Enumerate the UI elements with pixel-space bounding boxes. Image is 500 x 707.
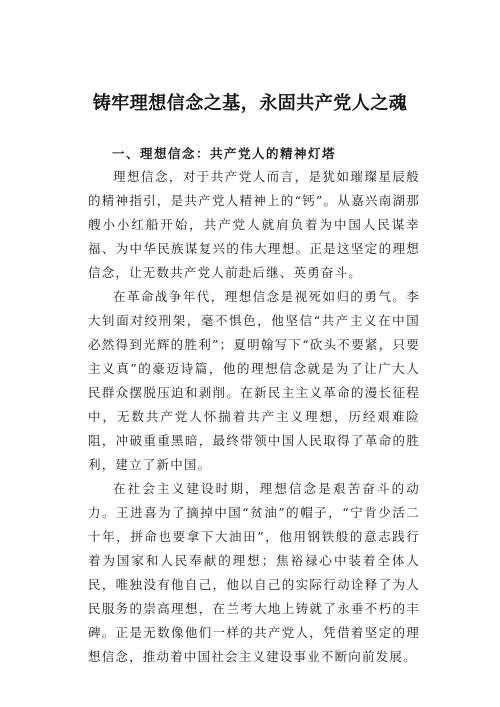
document-title: 铸牢理想信念之基，永固共产党人之魂 [92, 93, 408, 114]
document-body [88, 143, 420, 669]
section-heading: 一、理想信念：共产党人的精神灯塔 [112, 146, 337, 161]
paragraph-1: 理想信念，对于共产党人而言，是犹如璀璨星辰般的精神指引，是共产党人精神上的“钙”。从嘉兴南湖那艘小小红船开始，共产党人就肩负着为中国人民谋幸福、为中华民族谋复兴的伟大理想。正是这坚定的理想信念，让无数共产党人前赴后继、英勇奋斗。 [88, 169, 420, 280]
paragraph-2: 在革命战争年代，理想信念是视死如归的勇气。李大钊面对绞刑架，毫不惧色，他坚信“共产主义在中国必然得到光辉的胜利”；夏明翰写下“砍头不要紧，只要主义真”的豪迈诗篇，他的理想信念就是为了让广大人民群众摆脱压迫和剥削。在新民主主义革命的漫长征程中，无数共产党人怀揣着共产主义理想，历经艰难险阻，冲破重重黑暗，最终带领中国人民取得了革命的胜利，建立了新中国。 [88, 289, 420, 472]
paragraph-3: 在社会主义建设时期，理想信念是艰苦奋斗的动力。王进喜为了摘掉中国“贫油”的帽子，“宁肯少活二十年，拼命也要拿下大油田”，他用钢铁般的意志践行着为国家和人民奉献的理想；焦裕禄心中装着全体人民，唯独没有他自己，他以自己的实际行动诠释了为人民服务的崇高理想，在兰考大地上铸就了永垂不朽的丰碑。正是无数像他们一样的共产党人，凭借着坚定的理想信念，推动着中国社会主义建设事业不断向前发展。 [88, 481, 420, 664]
